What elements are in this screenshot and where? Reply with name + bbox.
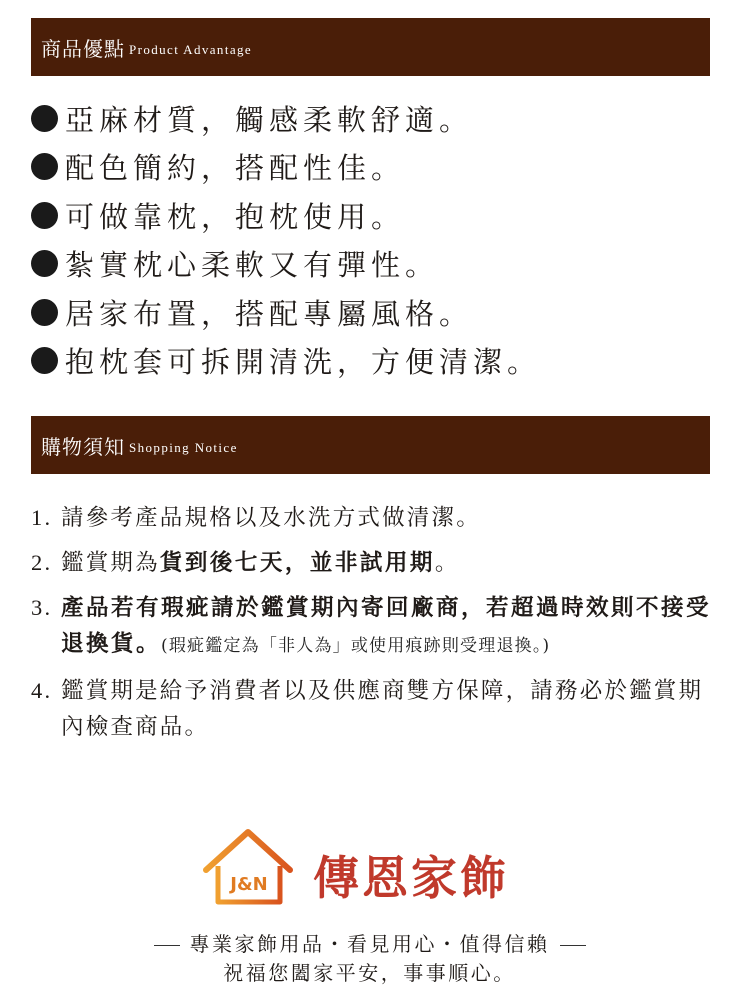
notice-emphasis: 貨到後七天，並非試用期 <box>159 550 435 576</box>
advantage-title: 商品優點 <box>41 36 125 61</box>
list-item: 抱枕套可拆開清洗，方便清潔。 <box>31 337 541 386</box>
list-item: 亞麻材質，觸感柔軟舒適。 <box>31 94 541 143</box>
brand-name: 傳恩家飾 <box>313 851 509 905</box>
bullet-icon <box>31 153 58 180</box>
bullet-icon <box>31 202 58 229</box>
notice-item: 2. 鑑賞期為貨到後七天，並非試用期。 <box>31 545 711 581</box>
notice-subtitle: Shopping Notice <box>129 439 238 455</box>
advantage-list <box>31 94 541 385</box>
list-item: 居家布置，搭配專屬風格。 <box>31 288 541 337</box>
item-number: 4. <box>31 678 53 703</box>
notice-title: 購物須知 <box>41 434 125 459</box>
brand-blessing: 祝福您闔家平安，事事順心。 <box>223 961 516 985</box>
notice-emphasis: 產品若有瑕疵請於鑑賞期內寄回廠商，若超過時效則不接受退換貨。 <box>61 595 712 657</box>
bullet-icon <box>31 250 58 277</box>
notice-header <box>31 416 710 474</box>
notice-text: 請參考產品規格以及水洗方式做清潔。 <box>61 505 481 531</box>
notice-list <box>31 500 711 754</box>
notice-item <box>31 673 711 745</box>
list-item: 可做靠枕，抱枕使用。 <box>31 191 541 240</box>
advantage-header <box>31 18 710 76</box>
divider <box>154 945 180 946</box>
notice-text: 鑑賞期為 <box>61 550 160 576</box>
logo-mark-text: J&N <box>230 874 268 895</box>
house-icon <box>206 832 290 902</box>
advantage-subtitle: Product Advantage <box>129 41 253 57</box>
list-item: 紮實枕心柔軟又有彈性。 <box>31 240 541 289</box>
bullet-icon <box>31 105 58 132</box>
divider <box>560 945 586 946</box>
item-number: 1. <box>31 505 53 530</box>
bullet-icon <box>31 299 58 326</box>
bullet-icon <box>31 347 58 374</box>
notice-item <box>31 590 711 664</box>
notice-item <box>31 500 711 536</box>
list-item: 配色簡約，搭配性佳。 <box>31 143 541 192</box>
notice-text: 鑑賞期是給予消費者以及供應商雙方保障，請務必於鑑賞期內檢查商品。 <box>61 678 704 740</box>
item-number: 3. <box>31 595 53 620</box>
item-number: 2. <box>31 550 53 575</box>
brand-tagline: 專業家飾用品・看見用心・值得信賴 <box>0 928 739 957</box>
notice-note: (瑕疵鑑定為「非人為」或使用痕跡則受理退換。) <box>161 636 551 656</box>
